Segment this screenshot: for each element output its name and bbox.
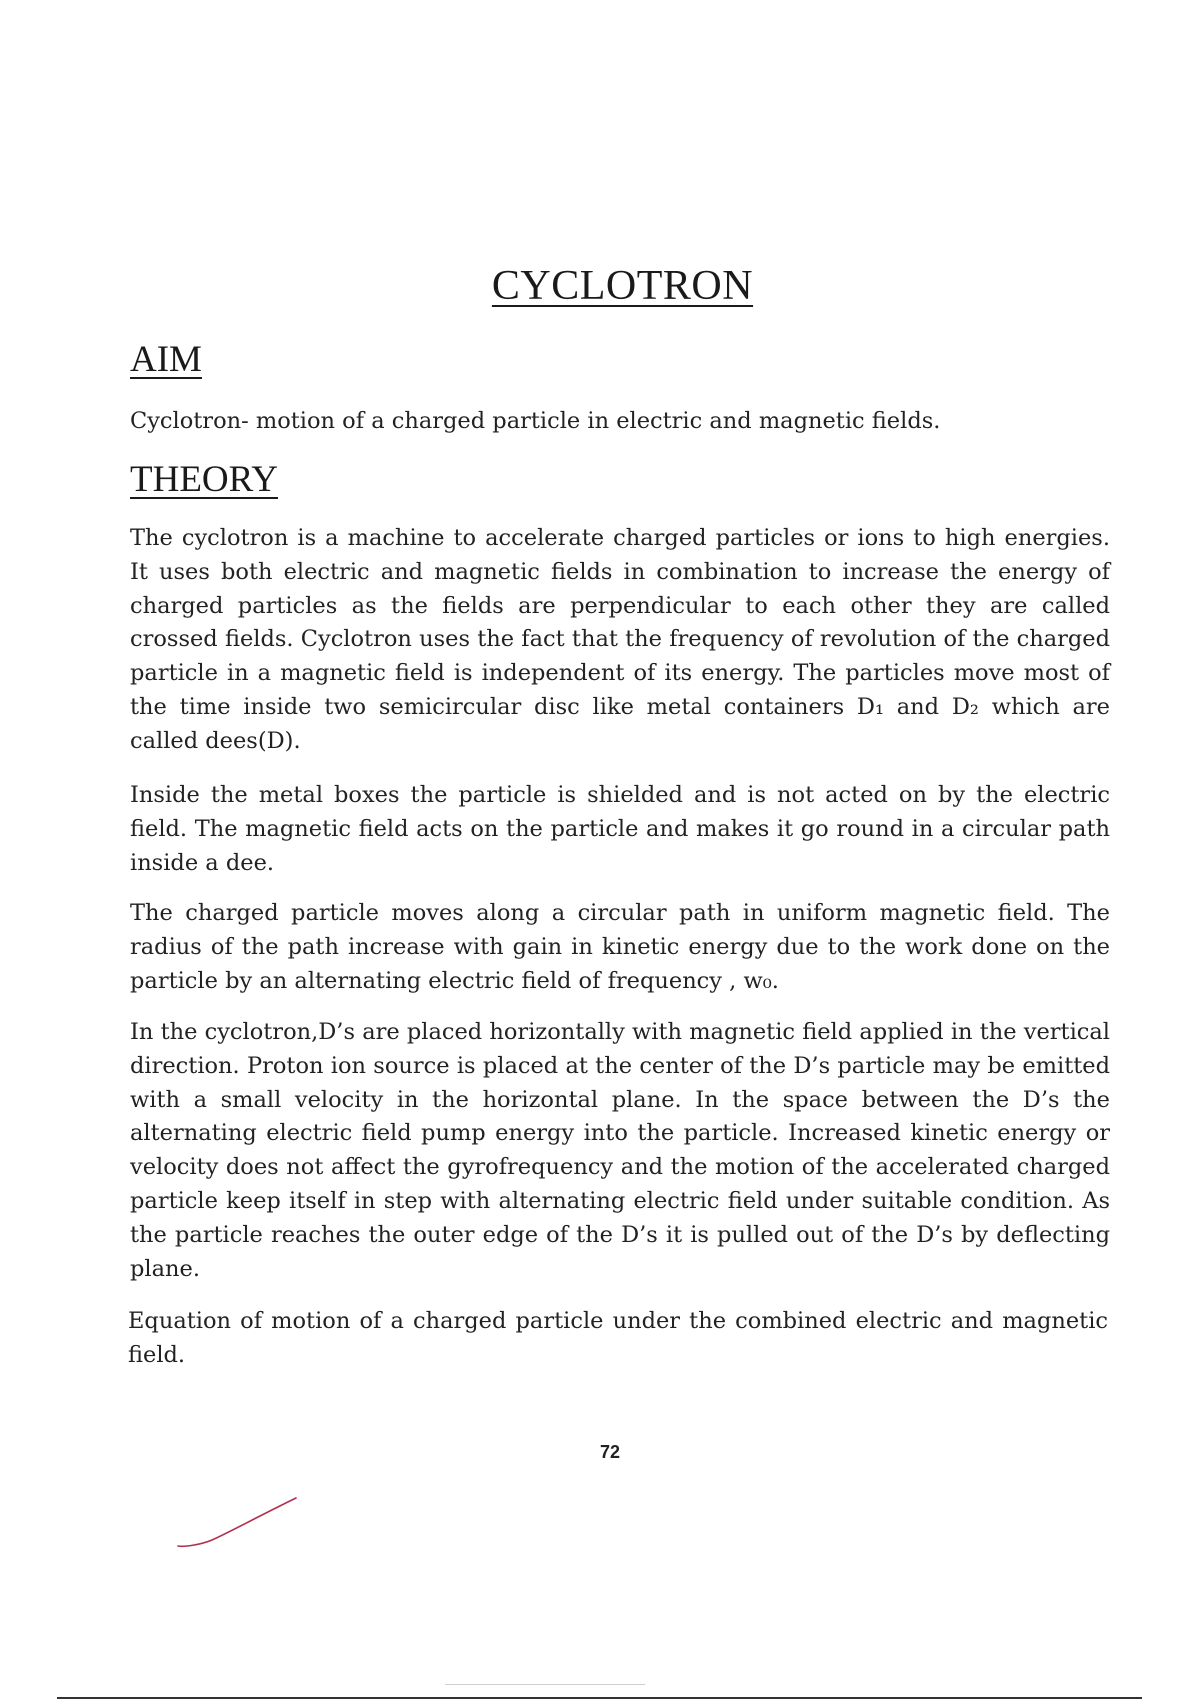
page-number: 72 — [600, 1442, 621, 1462]
footer-divider-long — [57, 1697, 1142, 1699]
theory-paragraph-2: Inside the metal boxes the particle is shielded and is not acted on by the electric field. The magnetic field acts on the particle and makes it go round in a circular path inside a dee. — [130, 782, 1110, 876]
theory-paragraph-5: Equation of motion of a charged particle under the combined electric and magnetic field. — [128, 1308, 1108, 1368]
pen-mark-icon — [170, 1490, 300, 1560]
page-title: CYCLOTRON — [491, 263, 754, 309]
footer-divider-short — [445, 1684, 645, 1685]
aim-heading: AIM — [130, 339, 202, 380]
theory-paragraph-4: In the cyclotron,D’s are placed horizontally with magnetic field applied in the vertical direction. Proton ion source is placed at the center of the D’s particle may be emitted with a small velocity in the horizontal plane. In the space between the D’s the alternating electric field pump energy into the particle. Increased kinetic energy or velocity does not affect the gyrofrequency and the motion of the accelerated charged particle keep itself in step with alternating electric field under suitable condition. As the particle reaches the outer edge of the D’s it is pulled out of the D’s by deflecting plane. — [130, 1019, 1110, 1282]
theory-paragraph-3: The charged particle moves along a circular path in uniform magnetic field. The radius of the path increase with gain in kinetic energy due to the work done on the particle by an alternating electric field of frequency , w₀. — [130, 900, 1110, 994]
theory-heading: THEORY — [130, 459, 278, 500]
aim-text: Cyclotron- motion of a charged particle in electric and magnetic fields. — [130, 408, 941, 434]
pen-stroke — [178, 1498, 296, 1546]
theory-paragraph-1: The cyclotron is a machine to accelerate charged particles or ions to high energies. It uses both electric and magnetic fields in combination to increase the energy of charged particles as the fields are perpendicular to each other they are called crossed fields. Cyclotron uses the fact that the frequency of revolution of the charged particle in a magnetic field is independent of its energy. The particles move most of the time inside two semicircular disc like metal containers D₁ and D₂ which are called dees(D). — [130, 525, 1110, 754]
